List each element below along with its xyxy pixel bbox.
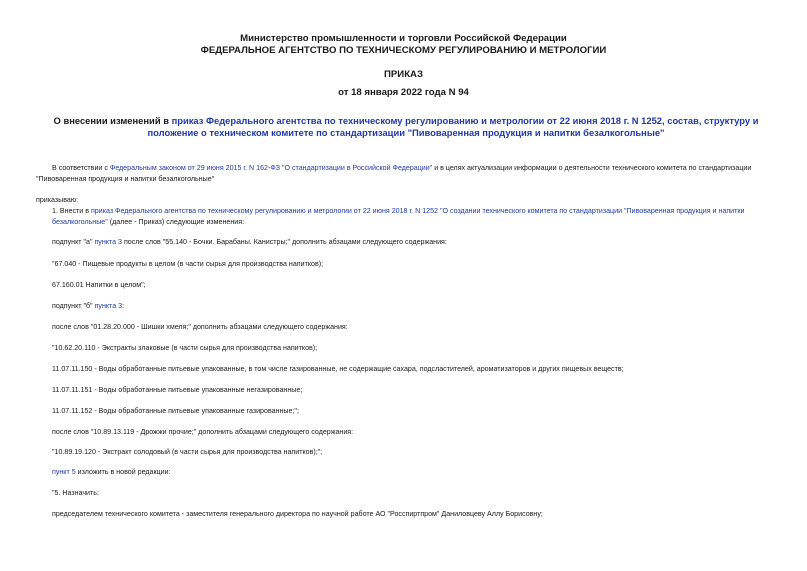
item-5-text: изложить в новой редакции: (75, 468, 171, 476)
code-1107151: 11.07.11.151 - Воды обработанные питьевые упакованные негазированные; (52, 386, 303, 394)
order-word: приказываю: (36, 196, 79, 204)
subitem-a-text-2: после слов "55.140 - Бочки. Барабаны. Канистры;" дополнить абзацами следующего содержания: (121, 238, 447, 246)
after-yeast-text: после слов "10.89.13.119 - Дрожжи прочие;" дополнить абзацами следующего содержания: (52, 428, 354, 436)
order-1252-link[interactable]: приказ Федерального агентства по техническому регулированию и метрологии от 22 июня 2018 г. N 1252 "О создании технического комитета по стандартизации "Пивоваренная продукция и напитки безалкогольные" (52, 207, 745, 226)
code-1089: "10.89.19.120 - Экстракт солодовый (в части сырья для производства напитков);"; (52, 448, 323, 456)
item-1-text-1: 1. Внести в (52, 207, 91, 215)
code-1107150: 11.07.11.150 - Воды обработанные питьевые упакованные, в том числе газированные, не содержащие сахара, подсластителей, ароматизаторов и других пищевых веществ; (52, 365, 624, 373)
subitem-b-text-1: подпункт "б" (52, 302, 95, 310)
subitem-a (52, 237, 447, 248)
agency-name: ФЕДЕРАЛЬНОЕ АГЕНТСТВО ПО ТЕХНИЧЕСКОМУ РЕГУЛИРОВАНИЮ И МЕТРОЛОГИИ (200, 45, 607, 56)
item-1 (52, 206, 774, 228)
subitem-b (52, 301, 124, 312)
ministry-name: Министерство промышленности и торговли Российской Федерации (240, 33, 567, 44)
code-10622: "10.62.20.110 - Экстракты злаковые (в части сырья для производства напитков); (52, 344, 318, 352)
item-5 (52, 467, 171, 478)
chairman-text: председателем технического комитета - заместителя генерального директора по научной работе АО "Росспиртпром" Даниловцеву Аллу Борисовну; (52, 510, 543, 518)
order-title: ПРИКАЗ (384, 69, 423, 80)
clause-3-link-b[interactable]: пункта 3 (94, 302, 123, 310)
preamble-line-1 (52, 163, 751, 174)
after-hops-text: после слов "01.28.20.000 - Шишки хмеля;" дополнить абзацами следующего содержания: (52, 323, 348, 331)
code-1107152: 11.07.11.152 - Воды обработанные питьевые упакованные газированные;"; (52, 407, 299, 415)
preamble-line-2: "Пивоваренная продукция и напитки безалкогольные" (36, 175, 215, 183)
subject-prefix: О внесении изменений в (53, 115, 172, 126)
subject-order-link[interactable]: приказ Федерального агентства по техническому регулированию и метрологии от 22 июня 2018 г. N 1252, состав, структуру и положение о техническом комитете по стандартизации "Пивоваренная продукция и напитки безалкогольные" (147, 115, 759, 138)
clause-3-link-a[interactable]: пункта 3 (94, 238, 122, 246)
subitem-b-text-2: : (122, 302, 125, 310)
code-67040: "67.040 - Пищевые продукты в целом (в части сырья для производства напитков); (52, 260, 324, 268)
preamble-text-2: и в целях актуализации информации о деятельности технического комитета по стандартизации (432, 164, 752, 172)
code-67160: 67.160.01 Напитки в целом"; (52, 281, 146, 289)
order-subject (36, 115, 776, 139)
federal-law-link[interactable]: Федеральным законом от 29 июня 2015 г. N 162-ФЗ "О стандартизации в Российской Федерации" (109, 164, 433, 172)
preamble-text-1: В соответствии с (52, 164, 110, 172)
clause-5-link[interactable]: пункт 5 (52, 468, 76, 476)
item-1-text-2: (далее - Приказ) следующие изменения: (107, 218, 245, 226)
order-date: от 18 января 2022 года N 94 (338, 87, 469, 98)
subitem-a-text-1: подпункт "а" (52, 238, 95, 246)
appoint-text: "5. Назначить: (52, 489, 99, 497)
